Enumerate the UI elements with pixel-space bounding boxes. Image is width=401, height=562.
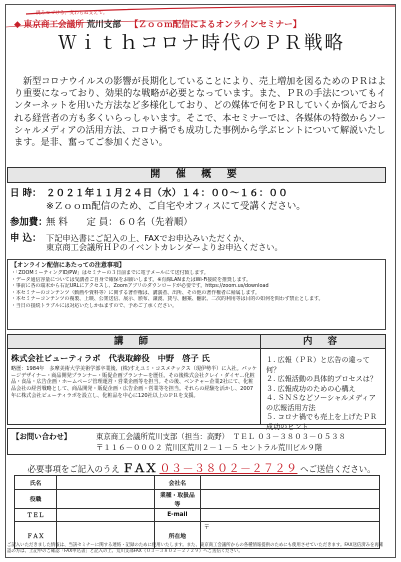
privacy-footnote: ご記入いただきました情報は、当該セミナーに関する連絡・記録のために使用いたします。また、東京商工会議所からの各種情報提供のためにも使用させていただきます。FAX送信済みを再確認の方は、上記中のご確認「FAX申込書」と記入の上、荒川支部FAX（０３－３８０２－２７２９）へご送信ください。	[7, 543, 384, 554]
company-label: 会社名	[154, 476, 200, 490]
overview-heading: 開 催 概 要	[7, 167, 386, 183]
contents-column	[261, 335, 385, 431]
note-item: ・データ通信容量については受講者ご自身で確保をお願いします。※有線LANまたはWi-Fi接続を推奨します。	[11, 276, 251, 283]
apply-line-1: 下記申込書にご記入の上、FAXでお申込みいただくか、	[46, 233, 250, 243]
date-row	[10, 185, 288, 199]
fax-prefix: 必要事項をご記入のうえ	[27, 464, 120, 474]
tagline: 挑みつづける、変わらぬ支えで。	[36, 11, 108, 16]
position-label: 役職	[15, 489, 57, 508]
fee-value: 無 料 定 員：６０名（先着順）	[46, 217, 193, 228]
instructor-column	[8, 335, 261, 424]
business-field[interactable]	[200, 489, 379, 508]
contents-item: ５. コロナ禍でも売上を上げたＰＲ成功のヒント	[266, 412, 377, 431]
note-item	[11, 316, 382, 323]
business-label: 業種・取扱品等	[154, 489, 200, 508]
contents-item: １. 広報（ＰＲ）と広告の違って何？	[266, 355, 370, 374]
form-row	[15, 508, 380, 522]
fax-suffix: へご送信ください。	[300, 464, 376, 474]
fee-row	[10, 214, 193, 228]
date-value: ２０２１年１１月２４日（水）１４：００～１６：００	[46, 188, 288, 199]
note-item: ・「ZOOMミーティングID/PW」はセミナーの３日前までに電子メールにて送付致します。	[11, 270, 209, 276]
date-label: 日 時：	[10, 188, 42, 199]
notes-box	[7, 259, 386, 330]
inquiry-line-1: 東京商工会議所荒川支部（担当：高野） ＴＥＬ ０３－３８０３－０５３８	[96, 432, 346, 441]
inquiry-box	[7, 428, 386, 455]
inquiry-label: 【お問い合わせ】	[12, 432, 72, 441]
notes-list	[11, 270, 382, 323]
application-form	[14, 475, 380, 549]
contents-item: ２. 広報活動の具体的プロセスは？	[266, 374, 377, 383]
logo-mark-icon: ◆	[14, 20, 21, 30]
form-row	[15, 476, 380, 490]
seminar-type: 【Ｚｏｏｍ配信によるオンラインセミナー】	[129, 20, 302, 30]
note-item	[11, 310, 382, 317]
org-branch: 荒川支部	[86, 20, 121, 30]
position-field[interactable]	[57, 489, 155, 508]
apply-line-2: 東京商工会議所ＨＰのイベントカレンダーよりお申込ください。	[46, 242, 283, 252]
intro-text: 新型コロナウイルスの影響が長期化していることにより、売上増加を図るためのＰＲはより重要になっており、効果的な戦略が必要となっています。また、ＰＲの手法についてもインターネットを用いた方法など多様化しており、どの媒体で何をＰＲしていくか悩んでおられる経営者の方も多くいらっしゃいます。そこで、本セミナーでは、各媒体の特徴からソーシャルメディアの活用方法、コロナ禍でも成功した事例から学ぶヒントについて解説いたします。是非、奮ってご参加ください。	[14, 77, 387, 149]
date-note: ※Ｚｏｏｍ配信のため、ご自宅やオフィスにて受講ください。	[46, 201, 306, 212]
note-item: ・本セミナーコンテンツの複製、上映、公衆送信、展示、頒布、譲渡、貸与、翻案、翻訳、二次的利用等は目的の如何を問わず禁止とします。	[11, 296, 324, 303]
instructor-contents-table	[7, 334, 386, 431]
name-label: 氏名	[15, 476, 57, 490]
org-name: 東京商工会議所	[23, 20, 84, 30]
page-title: Ｗｉｔｈコロナ時代のＰＲ戦略	[57, 33, 345, 54]
note-item: ・本セミナーのコンテンツ（動画や資料等）に関する著作権は、講演者、出所、その他の著作権者に帰属します。	[11, 289, 260, 296]
fax-number: ０３－３８０２－２７２９	[159, 462, 298, 475]
tel-label: ＴＥＬ	[15, 508, 57, 522]
instructor-name: 株式会社ビューティラボ 代表取締役 中野 啓子 氏	[11, 353, 210, 363]
postal-mark: 〒	[203, 525, 210, 532]
notes-title: 【オンライン配信にあたっての注意事項】	[11, 262, 125, 269]
contents-item: ３. 広報成功のための心構え	[266, 383, 356, 393]
instructor-heading: 講 師	[8, 335, 260, 349]
instructor-bio: 略歴：1984年 多摩美術大学美術学部卒業後、(株)すえユミ・コスメチックス（現伊勢半）に入社。パッケージデザイナー・商品開発プランナー・販促企画プランナーを歴任。その後株式会社クレイ・ダイヤ…化粧品・食品・広告企画・ホームページ管理運営・営業企画等を担当。その後、ベンチャー企業2社にて、化粧品会社の経営戦略として、商品開発・販促企画・広告企画・営業等を担当。それらの経験を活かし、2007年に株式会社ビューティラボを設立し、化粧品を中心に120社以上のＰＲを支援。	[11, 366, 257, 399]
name-field[interactable]	[57, 476, 155, 490]
contents-item: ４. ＳＮＳなどソーシャルメディアの広報活用方法	[266, 393, 376, 412]
note-item: ・事前に各の端末から右記URLにアクセスし、Zoomアプリのダウンロードが必要です。https://zoom.us/download	[11, 283, 269, 290]
form-row	[15, 489, 380, 508]
note-item: ・当日の接続トラブルには対応いたしかねますので、予めご了承ください。	[11, 302, 177, 309]
header	[6, 5, 395, 54]
company-field[interactable]	[200, 476, 379, 490]
seminar-flyer	[5, 4, 396, 558]
address-label: 所在地	[154, 522, 200, 549]
contents-heading: 内 容	[261, 335, 385, 349]
contents-list	[261, 349, 385, 431]
email-field[interactable]	[200, 508, 379, 522]
fax-label: ＦＡＸ	[15, 522, 57, 549]
fax-instruction	[6, 460, 396, 476]
apply-label: 申 込：	[10, 233, 42, 244]
fax-word: ＦＡＸ	[122, 461, 157, 475]
tel-field[interactable]	[57, 508, 155, 522]
email-label: E-mail	[154, 508, 200, 522]
fee-label: 参加費：	[10, 217, 48, 228]
inquiry-line-2: 〒１１６－０００２ 荒川区荒川２－１－５ セントラル荒川ビル９階	[96, 443, 323, 452]
